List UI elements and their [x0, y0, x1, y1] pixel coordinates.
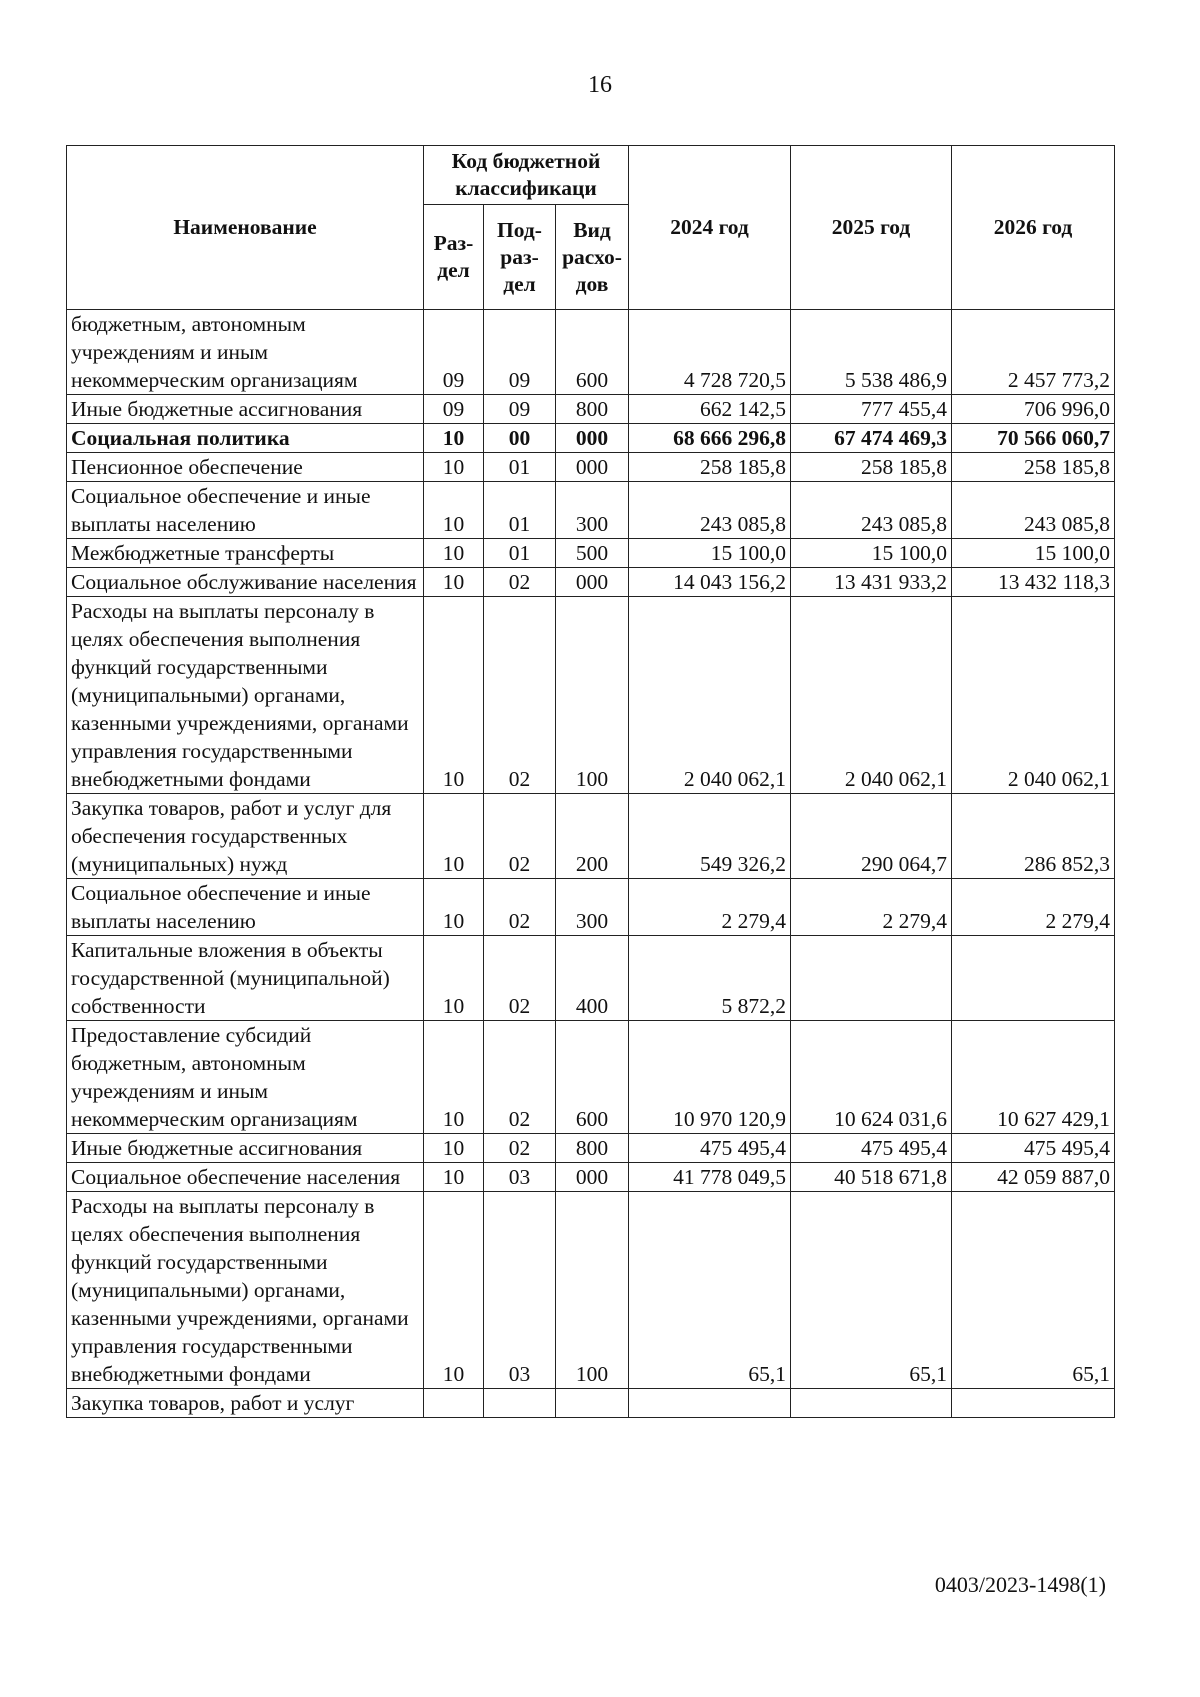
- amount-2024-cell: 475 495,4: [629, 1134, 791, 1163]
- razdel-cell: 10: [424, 424, 484, 453]
- razdel-cell: 10: [424, 597, 484, 794]
- amount-2024-cell: 549 326,2: [629, 794, 791, 879]
- header-2025: 2025 год: [791, 146, 952, 310]
- row-name-cell: Капитальные вложения в объекты государственной (муниципальной) собственности: [67, 936, 424, 1021]
- vid-raskhodov-cell: 500: [556, 539, 629, 568]
- podrazdel-cell: 02: [484, 597, 556, 794]
- razdel-cell: 10: [424, 1163, 484, 1192]
- amount-2024-cell: 68 666 296,8: [629, 424, 791, 453]
- razdel-cell: 10: [424, 539, 484, 568]
- amount-2026-cell: 42 059 887,0: [952, 1163, 1115, 1192]
- vid-raskhodov-cell: 000: [556, 453, 629, 482]
- vid-raskhodov-cell: 400: [556, 936, 629, 1021]
- amount-2025-cell: 475 495,4: [791, 1134, 952, 1163]
- document-id: 0403/2023-1498(1): [934, 1572, 1106, 1597]
- razdel-cell: 10: [424, 482, 484, 539]
- row-name-cell: Межбюджетные трансферты: [67, 539, 424, 568]
- table-row: [67, 597, 1115, 794]
- row-name-cell: Расходы на выплаты персоналу в целях обеспечения выполнения функций государственными (муниципальными) органами, казенными учреждениями, органами управления государственными внебюджетными фондами: [67, 597, 424, 794]
- razdel-cell: [424, 1389, 484, 1418]
- amount-2025-cell: 10 624 031,6: [791, 1021, 952, 1134]
- amount-2025-cell: 777 455,4: [791, 395, 952, 424]
- amount-2024-cell: 2 040 062,1: [629, 597, 791, 794]
- podrazdel-cell: 09: [484, 310, 556, 395]
- vid-raskhodov-cell: [556, 1389, 629, 1418]
- amount-2025-cell: 2 279,4: [791, 879, 952, 936]
- amount-2026-cell: [952, 936, 1115, 1021]
- amount-2025-cell: [791, 1389, 952, 1418]
- amount-2026-cell: 286 852,3: [952, 794, 1115, 879]
- vid-raskhodov-cell: 000: [556, 424, 629, 453]
- amount-2026-cell: [952, 1389, 1115, 1418]
- podrazdel-cell: 02: [484, 568, 556, 597]
- header-2024: 2024 год: [629, 146, 791, 310]
- amount-2026-cell: 706 996,0: [952, 395, 1115, 424]
- razdel-cell: 09: [424, 310, 484, 395]
- amount-2025-cell: 65,1: [791, 1192, 952, 1389]
- header-razdel: Раз- дел: [424, 205, 484, 310]
- podrazdel-cell: 02: [484, 879, 556, 936]
- amount-2026-cell: 70 566 060,7: [952, 424, 1115, 453]
- header-name: Наименование: [67, 146, 424, 310]
- amount-2024-cell: 662 142,5: [629, 395, 791, 424]
- amount-2024-cell: 258 185,8: [629, 453, 791, 482]
- razdel-cell: 10: [424, 879, 484, 936]
- budget-table: [66, 145, 1115, 1418]
- row-name-cell: Пенсионное обеспечение: [67, 453, 424, 482]
- amount-2025-cell: 243 085,8: [791, 482, 952, 539]
- vid-raskhodov-cell: 800: [556, 395, 629, 424]
- amount-2025-cell: 290 064,7: [791, 794, 952, 879]
- razdel-cell: 10: [424, 936, 484, 1021]
- row-name-cell: Закупка товаров, работ и услуг для обеспечения государственных (муниципальных) нужд: [67, 794, 424, 879]
- podrazdel-cell: 01: [484, 453, 556, 482]
- amount-2025-cell: 40 518 671,8: [791, 1163, 952, 1192]
- amount-2025-cell: 13 431 933,2: [791, 568, 952, 597]
- vid-raskhodov-cell: 600: [556, 1021, 629, 1134]
- amount-2026-cell: 15 100,0: [952, 539, 1115, 568]
- table-row: [67, 395, 1115, 424]
- podrazdel-cell: 02: [484, 1134, 556, 1163]
- podrazdel-cell: 02: [484, 1021, 556, 1134]
- podrazdel-cell: 09: [484, 395, 556, 424]
- razdel-cell: 09: [424, 395, 484, 424]
- table-row: [67, 453, 1115, 482]
- header-vid-raskhodov: Вид расхо- дов: [556, 205, 629, 310]
- amount-2024-cell: 65,1: [629, 1192, 791, 1389]
- podrazdel-cell: 02: [484, 936, 556, 1021]
- podrazdel-cell: 00: [484, 424, 556, 453]
- row-name-cell: бюджетным, автономным учреждениям и иным некоммерческим организациям: [67, 310, 424, 395]
- table-row: [67, 1389, 1115, 1418]
- row-name-cell: Расходы на выплаты персоналу в целях обеспечения выполнения функций государственными (муниципальными) органами, казенными учреждениями, органами управления государственными внебюджетными фондами: [67, 1192, 424, 1389]
- amount-2024-cell: 41 778 049,5: [629, 1163, 791, 1192]
- vid-raskhodov-cell: 100: [556, 1192, 629, 1389]
- vid-raskhodov-cell: 000: [556, 1163, 629, 1192]
- amount-2026-cell: 475 495,4: [952, 1134, 1115, 1163]
- table-row: [67, 1021, 1115, 1134]
- amount-2024-cell: 14 043 156,2: [629, 568, 791, 597]
- header-podrazdel: Под- раз- дел: [484, 205, 556, 310]
- amount-2025-cell: 15 100,0: [791, 539, 952, 568]
- table-body: [67, 310, 1115, 1418]
- amount-2026-cell: 2 279,4: [952, 879, 1115, 936]
- row-name-cell: Социальная политика: [67, 424, 424, 453]
- amount-2025-cell: 258 185,8: [791, 453, 952, 482]
- header-2026: 2026 год: [952, 146, 1115, 310]
- podrazdel-cell: 03: [484, 1163, 556, 1192]
- table-row: [67, 482, 1115, 539]
- row-name-cell: Предоставление субсидий бюджетным, автономным учреждениям и иным некоммерческим организациям: [67, 1021, 424, 1134]
- header-code-group: Код бюджетной классификаци: [424, 146, 629, 205]
- amount-2024-cell: 5 872,2: [629, 936, 791, 1021]
- amount-2024-cell: 10 970 120,9: [629, 1021, 791, 1134]
- table-row: [67, 310, 1115, 395]
- table-row: [67, 539, 1115, 568]
- row-name-cell: Социальное обслуживание населения: [67, 568, 424, 597]
- table-row: [67, 568, 1115, 597]
- amount-2024-cell: 243 085,8: [629, 482, 791, 539]
- amount-2026-cell: 2 457 773,2: [952, 310, 1115, 395]
- razdel-cell: 10: [424, 794, 484, 879]
- amount-2025-cell: 2 040 062,1: [791, 597, 952, 794]
- row-name-cell: Иные бюджетные ассигнования: [67, 395, 424, 424]
- row-name-cell: Социальное обеспечение и иные выплаты населению: [67, 482, 424, 539]
- vid-raskhodov-cell: 300: [556, 482, 629, 539]
- amount-2024-cell: [629, 1389, 791, 1418]
- amount-2026-cell: 65,1: [952, 1192, 1115, 1389]
- amount-2024-cell: 4 728 720,5: [629, 310, 791, 395]
- razdel-cell: 10: [424, 453, 484, 482]
- table-row: [67, 936, 1115, 1021]
- podrazdel-cell: [484, 1389, 556, 1418]
- vid-raskhodov-cell: 000: [556, 568, 629, 597]
- amount-2026-cell: 10 627 429,1: [952, 1021, 1115, 1134]
- amount-2026-cell: 2 040 062,1: [952, 597, 1115, 794]
- razdel-cell: 10: [424, 1021, 484, 1134]
- podrazdel-cell: 02: [484, 794, 556, 879]
- row-name-cell: Социальное обеспечение населения: [67, 1163, 424, 1192]
- page-number: 16: [588, 72, 612, 98]
- podrazdel-cell: 01: [484, 482, 556, 539]
- table-row: [67, 794, 1115, 879]
- table-row: [67, 424, 1115, 453]
- vid-raskhodov-cell: 100: [556, 597, 629, 794]
- table-row: [67, 1192, 1115, 1389]
- podrazdel-cell: 03: [484, 1192, 556, 1389]
- table-row: [67, 1163, 1115, 1192]
- razdel-cell: 10: [424, 1192, 484, 1389]
- amount-2025-cell: [791, 936, 952, 1021]
- row-name-cell: Социальное обеспечение и иные выплаты населению: [67, 879, 424, 936]
- table-row: [67, 1134, 1115, 1163]
- amount-2026-cell: 258 185,8: [952, 453, 1115, 482]
- vid-raskhodov-cell: 600: [556, 310, 629, 395]
- razdel-cell: 10: [424, 568, 484, 597]
- row-name-cell: Закупка товаров, работ и услуг: [67, 1389, 424, 1418]
- podrazdel-cell: 01: [484, 539, 556, 568]
- vid-raskhodov-cell: 800: [556, 1134, 629, 1163]
- amount-2024-cell: 15 100,0: [629, 539, 791, 568]
- vid-raskhodov-cell: 200: [556, 794, 629, 879]
- amount-2025-cell: 5 538 486,9: [791, 310, 952, 395]
- razdel-cell: 10: [424, 1134, 484, 1163]
- vid-raskhodov-cell: 300: [556, 879, 629, 936]
- table-row: [67, 879, 1115, 936]
- amount-2025-cell: 67 474 469,3: [791, 424, 952, 453]
- amount-2024-cell: 2 279,4: [629, 879, 791, 936]
- row-name-cell: Иные бюджетные ассигнования: [67, 1134, 424, 1163]
- amount-2026-cell: 243 085,8: [952, 482, 1115, 539]
- amount-2026-cell: 13 432 118,3: [952, 568, 1115, 597]
